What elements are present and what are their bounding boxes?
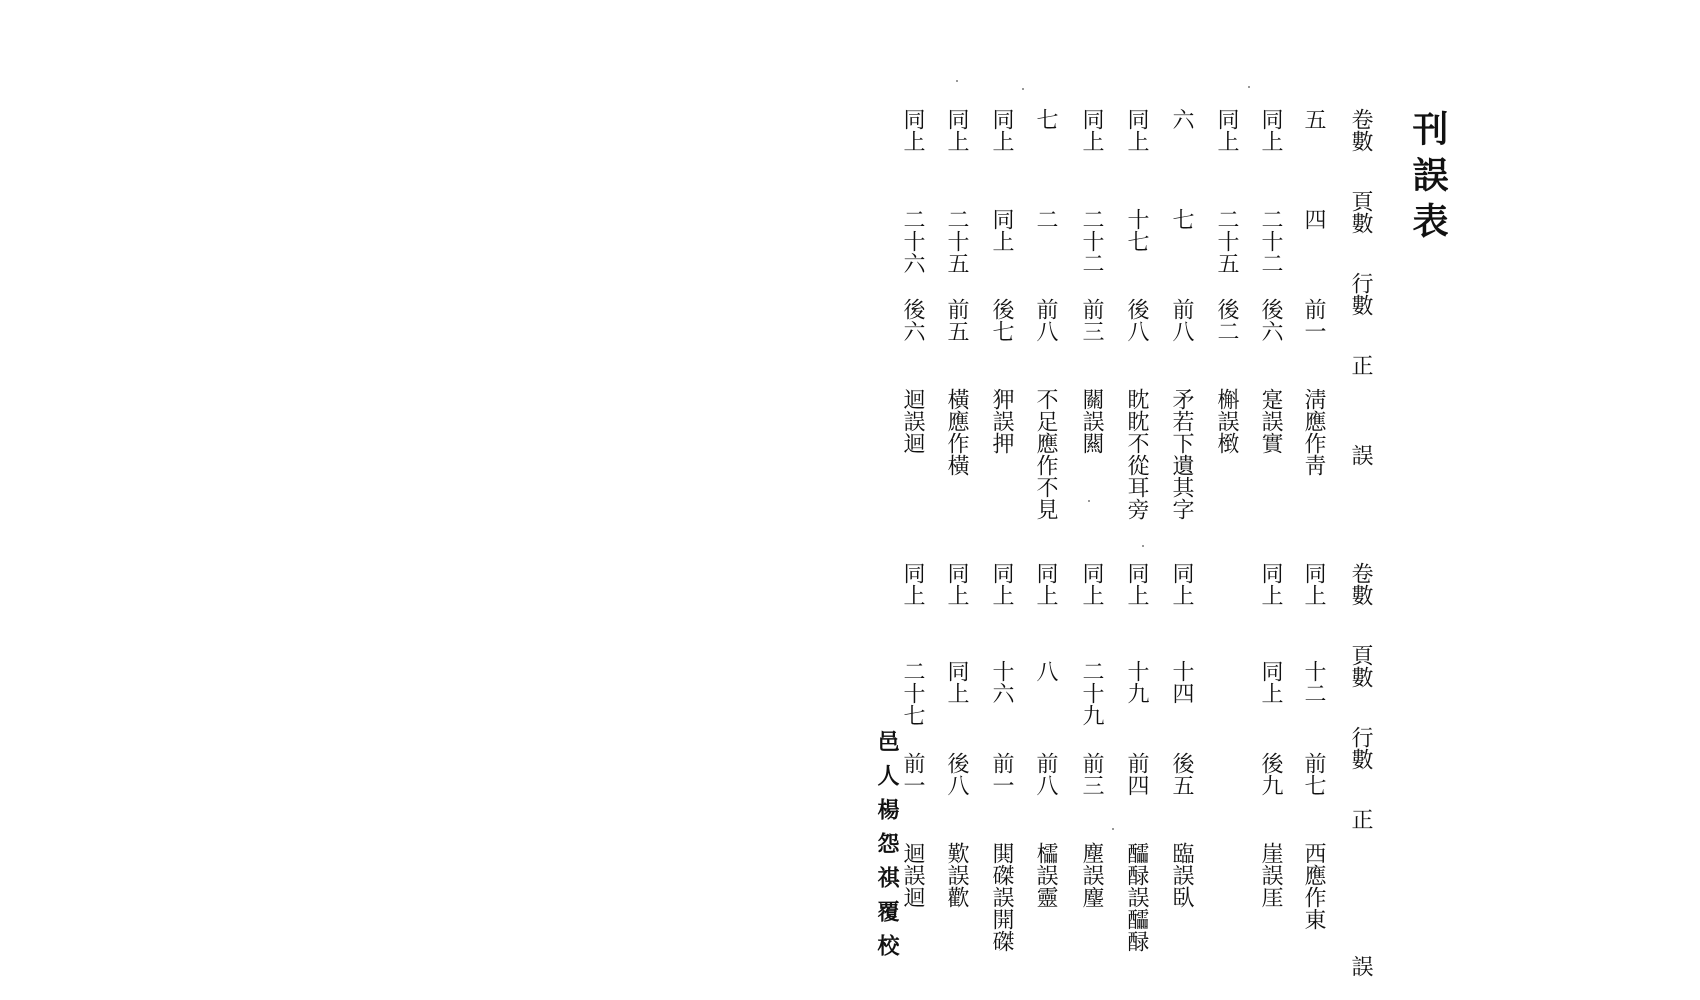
entry-line: 前一 — [989, 752, 1014, 796]
entry-vol: 同上 — [989, 562, 1014, 606]
entry-text: 不足應作不見 — [1033, 388, 1058, 520]
entry-text: 歎誤歡 — [944, 842, 969, 908]
entry-page: 二十五 — [1214, 208, 1239, 274]
entry-text: 崖誤厓 — [1258, 842, 1283, 908]
entry-vol: 同上 — [1169, 562, 1194, 606]
entry-page: 十六 — [989, 660, 1014, 704]
page-title: 刊誤表 — [1407, 110, 1449, 248]
entry-page: 十二 — [1301, 660, 1326, 704]
entry-vol: 五 — [1301, 108, 1326, 130]
entry-line: 前四 — [1124, 752, 1149, 796]
entry-page: 八 — [1033, 660, 1058, 682]
entry-line: 後七 — [989, 298, 1014, 342]
entry-line: 前一 — [900, 752, 925, 796]
entry-vol: 同上 — [944, 562, 969, 606]
header-correct: 正 — [1348, 808, 1373, 830]
entry-page: 同上 — [989, 208, 1014, 252]
entry-text: 迴誤迴 — [900, 388, 925, 454]
entry-text: 狎誤押 — [989, 388, 1014, 454]
entry-text: 西應作東 — [1301, 842, 1326, 930]
header-line: 行數 — [1348, 726, 1373, 770]
scan-speck — [1248, 86, 1250, 88]
entry-vol: 同上 — [900, 562, 925, 606]
header-vol: 卷數 — [1348, 108, 1373, 152]
entry-page: 同上 — [944, 660, 969, 704]
entry-vol: 六 — [1169, 108, 1194, 130]
entry-line: 前一 — [1301, 298, 1326, 342]
entry-vol: 同上 — [1301, 562, 1326, 606]
entry-page: 二十九 — [1079, 660, 1104, 726]
entry-line: 前八 — [1033, 752, 1058, 796]
entry-line: 後五 — [1169, 752, 1194, 796]
entry-line: 前三 — [1079, 298, 1104, 342]
scan-speck — [1088, 500, 1090, 502]
entry-line: 前八 — [1033, 298, 1058, 342]
entry-text: 淸應作靑 — [1301, 388, 1326, 476]
entry-vol: 同上 — [1079, 562, 1104, 606]
entry-vol: 同上 — [944, 108, 969, 152]
entry-vol: 同上 — [1214, 108, 1239, 152]
entry-line: 前五 — [944, 298, 969, 342]
entry-vol: 同上 — [989, 108, 1014, 152]
header-vol: 卷數 — [1348, 562, 1373, 606]
entry-vol: 同上 — [1258, 562, 1283, 606]
scan-speck — [1112, 828, 1114, 830]
entry-line: 後六 — [900, 298, 925, 342]
entry-page: 二十六 — [900, 208, 925, 274]
header-page: 頁數 — [1348, 190, 1373, 234]
entry-page: 十七 — [1124, 208, 1149, 252]
header-error: 誤 — [1348, 955, 1373, 977]
entry-line: 後六 — [1258, 298, 1283, 342]
entry-page: 十四 — [1169, 660, 1194, 704]
scan-speck — [956, 80, 958, 82]
entry-page: 七 — [1169, 208, 1194, 230]
entry-text: 閧磔誤開磔 — [989, 842, 1014, 952]
entry-text: 槲誤㮹 — [1214, 388, 1239, 454]
entry-text: 迴誤迴 — [900, 842, 925, 908]
header-page: 頁數 — [1348, 644, 1373, 688]
entry-line: 前七 — [1301, 752, 1326, 796]
header-line: 行數 — [1348, 272, 1373, 316]
entry-vol: 七 — [1033, 108, 1058, 130]
entry-vol: 同上 — [1124, 108, 1149, 152]
entry-text: 眈眈不從耳旁 — [1124, 388, 1149, 520]
scan-speck — [1142, 545, 1144, 547]
entry-text: 塵誤麈 — [1079, 842, 1104, 908]
entry-line: 後八 — [944, 752, 969, 796]
entry-page: 二十七 — [900, 660, 925, 726]
header-correct: 正 — [1348, 354, 1373, 376]
scan-speck — [1022, 88, 1024, 90]
entry-text: 橫應作橫 — [944, 388, 969, 476]
entry-vol: 同上 — [1124, 562, 1149, 606]
entry-page: 二十五 — [944, 208, 969, 274]
entry-line: 後二 — [1214, 298, 1239, 342]
entry-text: 關誤闗 — [1079, 388, 1104, 454]
entry-line: 後八 — [1124, 298, 1149, 342]
entry-page: 同上 — [1258, 660, 1283, 704]
entry-line: 後九 — [1258, 752, 1283, 796]
entry-page: 二十二 — [1079, 208, 1104, 274]
entry-line: 前八 — [1169, 298, 1194, 342]
entry-text: 矛若下遺其字 — [1169, 388, 1194, 520]
entry-text: 櫺誤靈 — [1033, 842, 1058, 908]
entry-line: 前三 — [1079, 752, 1104, 796]
entry-page: 二 — [1033, 208, 1058, 230]
entry-text: 醽醁誤醽醁 — [1124, 842, 1149, 952]
entry-page: 四 — [1301, 208, 1326, 230]
entry-vol: 同上 — [1258, 108, 1283, 152]
proofreader-signature: 邑人楊怨祺覆校 — [874, 730, 900, 968]
entry-text: 寔誤實 — [1258, 388, 1283, 454]
entry-page: 二十二 — [1258, 208, 1283, 274]
entry-vol: 同上 — [1033, 562, 1058, 606]
entry-vol: 同上 — [900, 108, 925, 152]
entry-text: 臨誤臥 — [1169, 842, 1194, 908]
header-error: 誤 — [1348, 444, 1373, 466]
entry-page: 十九 — [1124, 660, 1149, 704]
entry-vol: 同上 — [1079, 108, 1104, 152]
